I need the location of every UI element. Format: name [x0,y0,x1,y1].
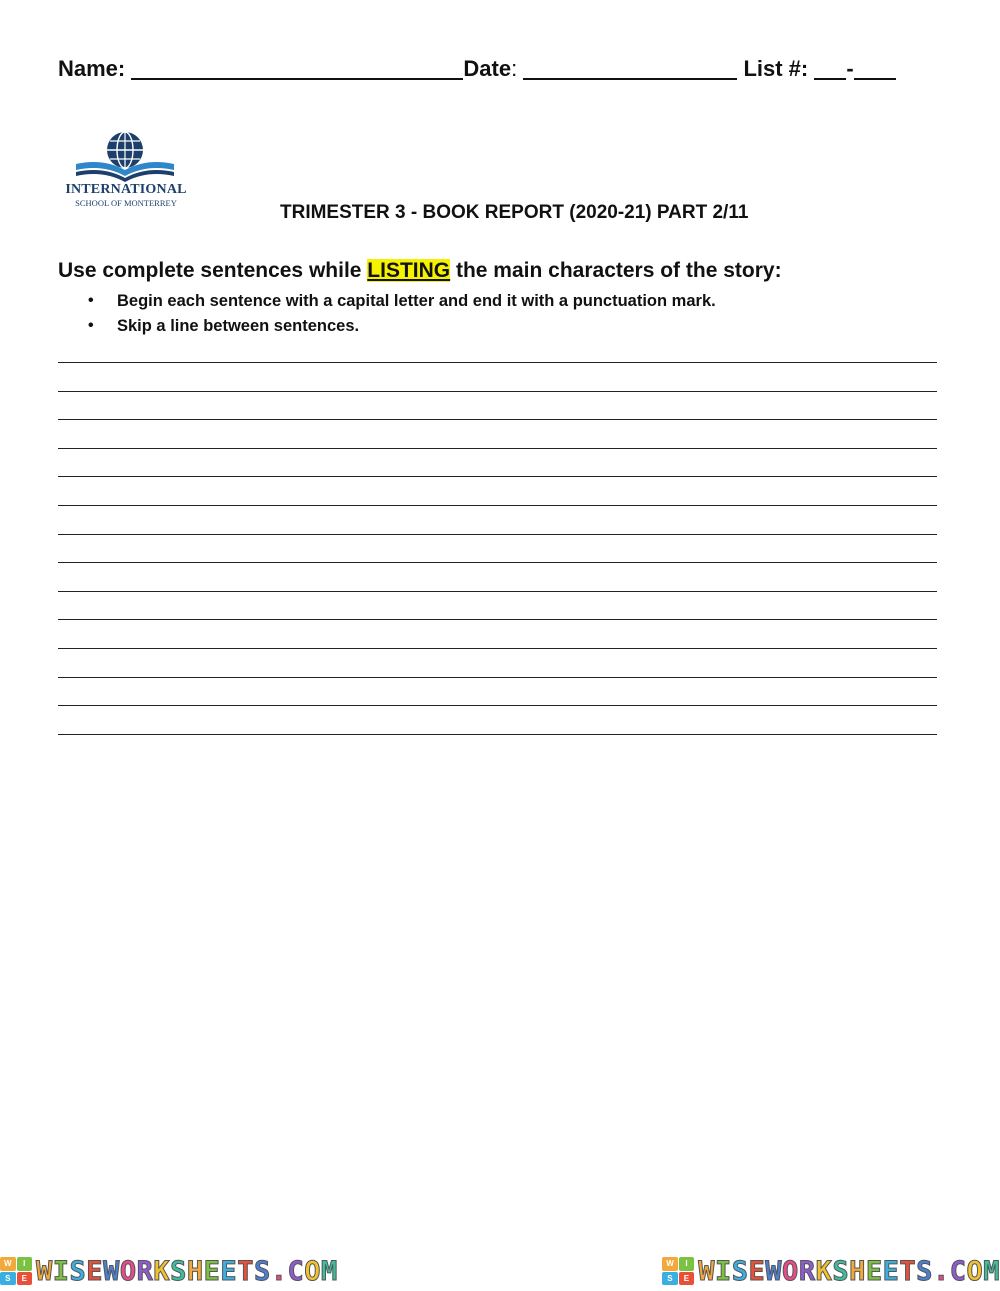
footer-watermark [0,1256,1000,1286]
instruction-after: the main characters of the story: [450,259,782,282]
writing-line[interactable] [58,534,937,535]
rule-text: Skip a line between sentences. [117,317,360,335]
icon-letter: W [662,1257,678,1271]
instruction [58,259,782,283]
list-blank-1[interactable] [814,56,846,80]
writing-line[interactable] [58,391,937,392]
list-item [86,290,716,315]
writing-line[interactable] [58,505,937,506]
instruction-highlight: LISTING [367,259,451,282]
watermark-right [662,1256,1000,1286]
watermark-logo-icon [0,1257,32,1285]
icon-letter: S [662,1272,678,1286]
instruction-before: Use complete sentences while [58,259,368,282]
icon-letter: E [17,1272,33,1286]
list-blank-2[interactable] [854,56,896,80]
writing-line[interactable] [58,677,937,678]
logo-text-line1: INTERNATIONAL [65,182,187,197]
watermark-logo-icon [662,1257,694,1285]
icon-letter: I [17,1257,33,1271]
list-label: List #: [743,56,809,81]
date-label: Date [463,56,512,81]
icon-letter: I [679,1257,695,1271]
writing-line[interactable] [58,448,937,449]
name-blank[interactable] [131,56,463,80]
header-fields [58,56,938,82]
icon-letter: S [0,1272,16,1286]
page-title: TRIMESTER 3 - BOOK REPORT (2020-21) PART 2/11 [280,202,749,223]
watermark-text: WISEWORKSHEETS.COM [698,1256,1000,1286]
date-blank[interactable] [523,56,737,80]
name-label: Name: [58,56,126,81]
globe-icon [107,132,143,168]
writing-line[interactable] [58,476,937,477]
icon-letter: W [0,1257,16,1271]
icon-letter: E [679,1272,695,1286]
writing-line[interactable] [58,619,937,620]
writing-line[interactable] [58,648,937,649]
watermark-text: WISEWORKSHEETS.COM [36,1256,338,1286]
writing-line[interactable] [58,362,937,363]
writing-line[interactable] [58,705,937,706]
writing-line[interactable] [58,734,937,735]
writing-line[interactable] [58,419,937,420]
logo-text-line2: SCHOOL OF MONTERREY [75,198,177,208]
writing-line[interactable] [58,591,937,592]
list-dash: - [846,56,854,81]
rule-text: Begin each sentence with a capital letter and end it with a punctuation mark. [117,292,716,310]
list-item [86,315,716,340]
rules-list [86,290,716,340]
writing-line[interactable] [58,562,937,563]
bullet-icon: • [88,317,94,334]
date-colon: : [511,56,518,81]
watermark-left [0,1256,338,1286]
bullet-icon: • [88,292,94,309]
